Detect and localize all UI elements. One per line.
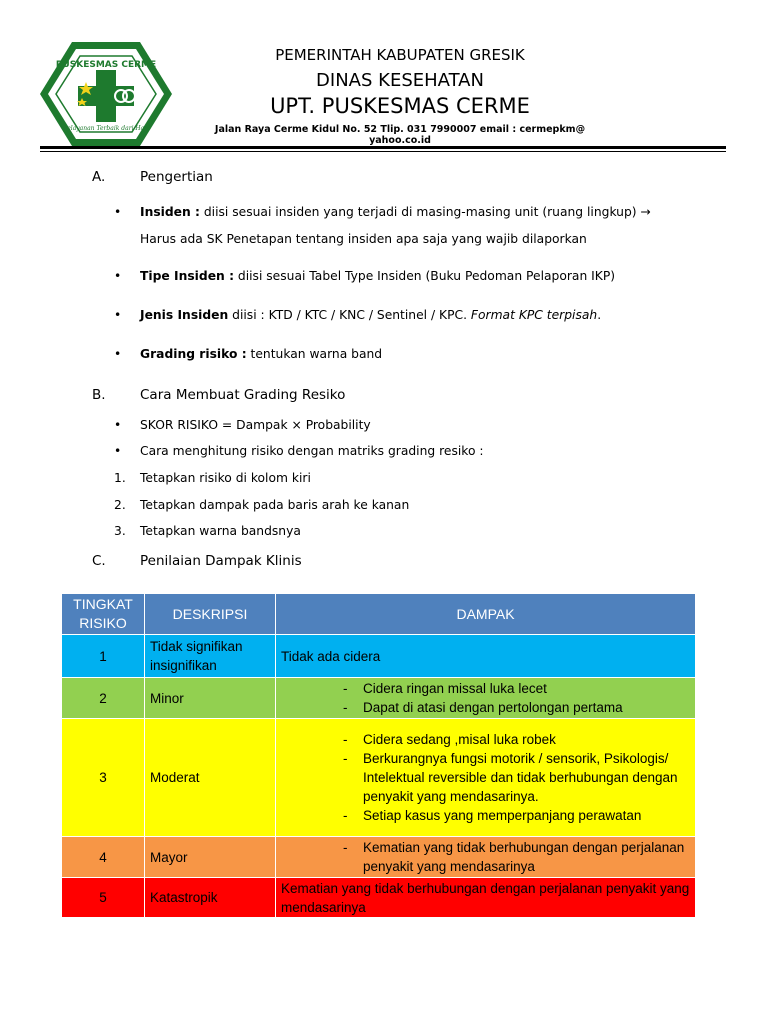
- puskesmas-logo: [38, 40, 174, 148]
- header-department: DINAS KESEHATAN: [316, 70, 484, 91]
- risk-impact: Kematian yang tidak berhubungan dengan perjalanan penyakit yang mendasarinya: [276, 878, 696, 918]
- header-dampak: DAMPAK: [276, 594, 696, 635]
- impact-item: - Cidera sedang ,misal luka robek: [281, 730, 690, 749]
- table-row: [62, 837, 696, 878]
- table-row: [62, 678, 696, 719]
- header-institution: UPT. PUSKESMAS CERME: [270, 94, 530, 118]
- impact-item: - Kematian yang tidak berhubungan dengan perjalanan penyakit yang mendasarinya: [281, 838, 690, 876]
- header-divider-thin: [40, 151, 726, 152]
- document-page: PUSKESMAS CERME Pelayanan Terbaik dari Hati PEMERINTAH KABUPATEN GRESIK DINAS KESEHATAN UPT. PUSKESMAS CERME Jalan Raya Cerme Kidul No. 52 Tlip. 031 7990007 email : cermepkm@ yahoo.co.id A. Pengertian • Insiden : diisi sesuai insiden yang terjadi di masing-masing unit (ruang lingkup) → Harus ada SK Penetapan tentang insiden apa saja yang wajib dilaporkan • Tipe Insiden : diisi sesuai Tabel Type Insiden (Buku Pedoman Pelaporan IKP) • Jenis Insiden diisi : KTD / KTC / KNC / Sentinel / KPC. Format KPC terpisah. • Grading risiko : tentukan warna band B. Cara Membuat Grading Resiko • SKOR RISIKO = Dampak × Probability • Cara menghitung risiko dengan matriks grading resiko : 1. Tetapkan risiko di kolom kiri 2. Tetapkan dampak pada baris arah ke kanan 3. Tetapkan warna bandsnya C. Penilaian Dampak Klinis TINGKAT RISIKO DESKRIPSI DAMPAK 1 Tidak signifikan insignifikan Tidak ada cidera 2 Minor - Cidera ringan missal luka lecet - Dapat di atasi dengan pertolongan pertama 3 Moderat - Cidera sedang ,misal luka robek - Berkurangnya fungsi motorik / sensorik, Psikologis/ Intelektual reversible dan tidak berhubungan dengan penyakit yang mendasarinya. - Setiap kasus yang memperpanjang perawatan 4 Mayor - Kematian yang tidak berhubungan dengan perjalanan penyakit yang mendasarinya 5 Katastropik Kematian yang tidak berhubungan dengan perjalanan penyakit yang mendasarinya: [0, 0, 768, 1024]
- risk-level: 3: [62, 719, 145, 837]
- risk-impact: Tidak ada cidera: [276, 635, 696, 678]
- svg-text:PUSKESMAS CERME: PUSKESMAS CERME: [55, 60, 157, 70]
- impact-item: - Cidera ringan missal luka lecet: [281, 679, 690, 698]
- table-header-row: [62, 594, 696, 635]
- risk-level: 1: [62, 635, 145, 678]
- header-government: PEMERINTAH KABUPATEN GRESIK: [275, 46, 525, 64]
- table-row: [62, 635, 696, 678]
- risk-impact: [276, 678, 696, 719]
- risk-description: Tidak signifikan insignifikan: [145, 635, 276, 678]
- impact-item: - Setiap kasus yang memperpanjang perawatan: [281, 806, 690, 825]
- risk-description: Mayor: [145, 837, 276, 878]
- risk-impact: [276, 837, 696, 878]
- impact-item: - Berkurangnya fungsi motorik / sensorik, Psikologis/ Intelektual reversible dan tidak berhubungan dengan penyakit yang mendasarinya.: [281, 749, 690, 806]
- svg-text:Pelayanan Terbaik dari Hati: Pelayanan Terbaik dari Hati: [63, 125, 149, 132]
- risk-description: Katastropik: [145, 878, 276, 918]
- header-deskripsi: DESKRIPSI: [145, 594, 276, 635]
- header-tingkat-risiko: TINGKAT RISIKO: [62, 594, 145, 635]
- table-row: [62, 719, 696, 837]
- header-divider: [40, 146, 726, 149]
- risk-level: 5: [62, 878, 145, 918]
- risk-level: 4: [62, 837, 145, 878]
- risk-level: 2: [62, 678, 145, 719]
- risk-description: Minor: [145, 678, 276, 719]
- impact-item: - Dapat di atasi dengan pertolongan pertama: [281, 698, 690, 717]
- table-row: [62, 878, 696, 918]
- clinical-impact-table: [61, 593, 696, 918]
- risk-description: Moderat: [145, 719, 276, 837]
- header-address: Jalan Raya Cerme Kidul No. 52 Tlip. 031 7990007 email : cermepkm@ yahoo.co.id: [214, 124, 586, 146]
- risk-impact: [276, 719, 696, 837]
